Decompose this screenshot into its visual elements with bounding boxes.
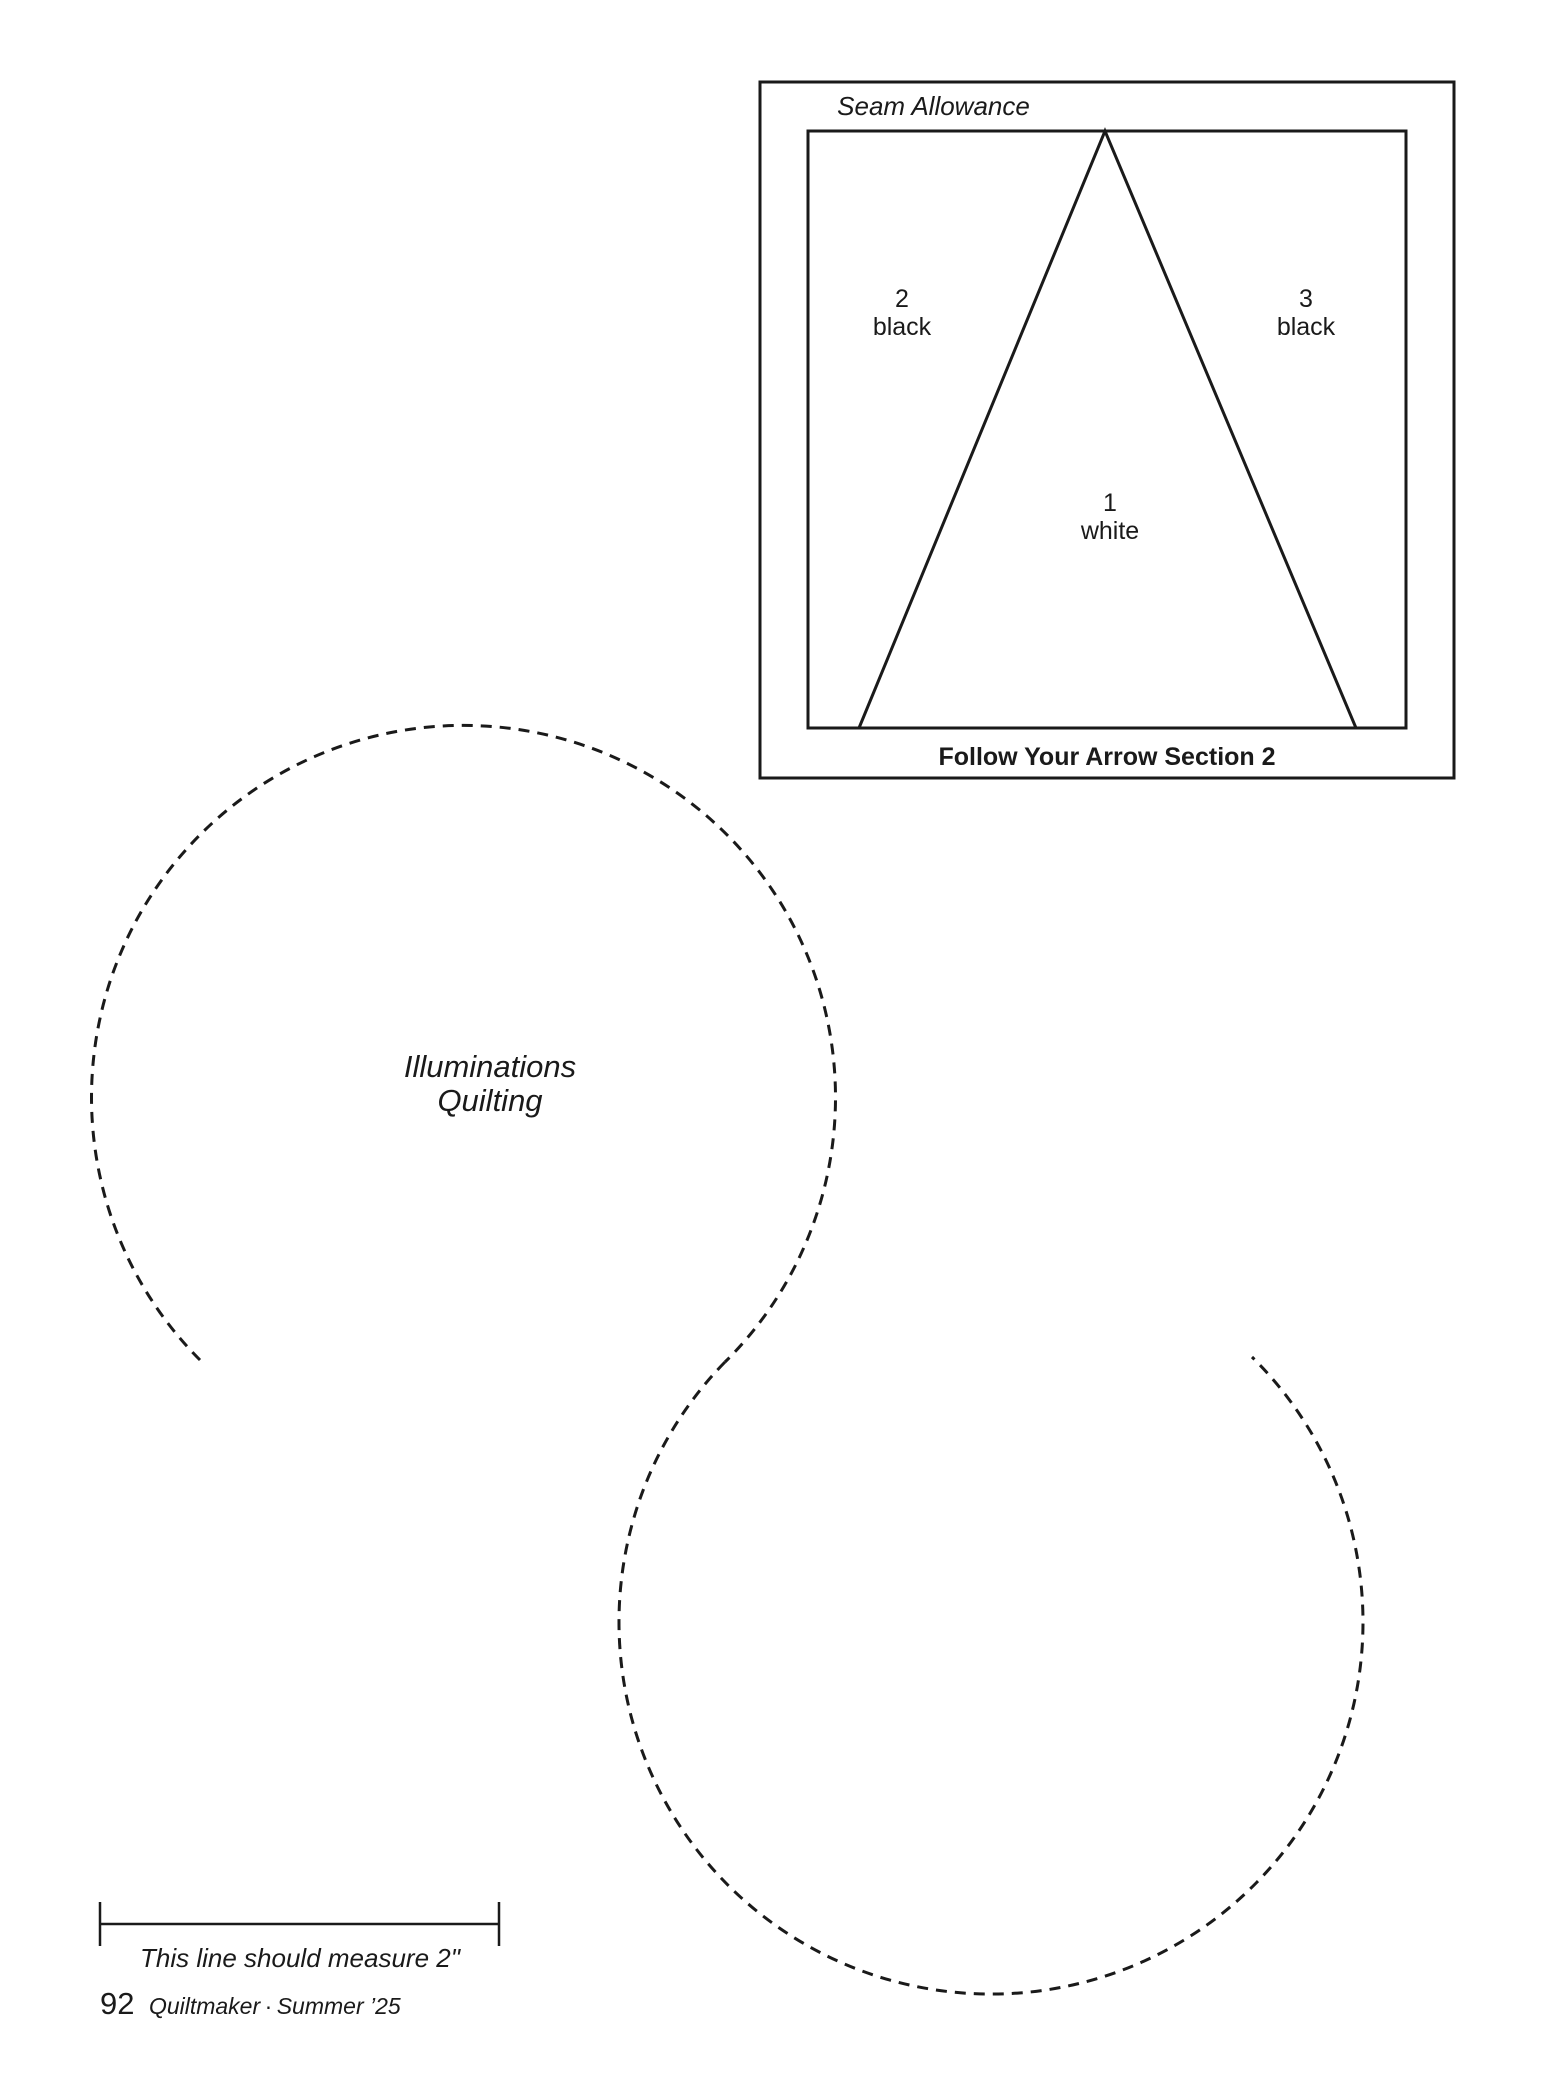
finished-block-border xyxy=(808,131,1406,728)
quilting-label-line2: Quilting xyxy=(437,1083,543,1119)
seam-allowance-border xyxy=(760,82,1454,778)
patch-color: black xyxy=(872,312,932,341)
page-number: 92 xyxy=(100,1986,135,2021)
patch-2-label xyxy=(842,286,962,341)
footer-separator: · xyxy=(264,1993,273,2019)
measure-line-label: This line should measure 2" xyxy=(140,1943,460,1973)
quilting-design-label xyxy=(330,1050,650,1118)
quilting-loop-bottom xyxy=(619,1357,1363,1994)
patch-number: 2 xyxy=(895,285,909,313)
publication-name: Quiltmaker xyxy=(148,1993,261,2019)
quilting-label-line1: Illuminations xyxy=(403,1049,577,1084)
triangle-seam-lines xyxy=(859,131,1356,728)
quilting-motif xyxy=(92,725,1363,1994)
patch-number: 1 xyxy=(1103,489,1117,517)
seam-allowance-label: Seam Allowance xyxy=(837,91,1030,121)
patch-number: 3 xyxy=(1299,285,1313,313)
section-title: Follow Your Arrow Section 2 xyxy=(938,743,1276,771)
patch-color: white xyxy=(1080,516,1140,545)
quilting-loop-top xyxy=(92,725,836,1362)
patch-color: black xyxy=(1276,312,1336,341)
page-footer xyxy=(100,1986,401,2022)
issue-label: Summer ’25 xyxy=(276,1993,401,2019)
patch-1-label xyxy=(1050,490,1170,545)
foundation-template xyxy=(760,82,1454,778)
measure-line xyxy=(100,1902,499,1946)
patch-3-label xyxy=(1246,286,1366,341)
